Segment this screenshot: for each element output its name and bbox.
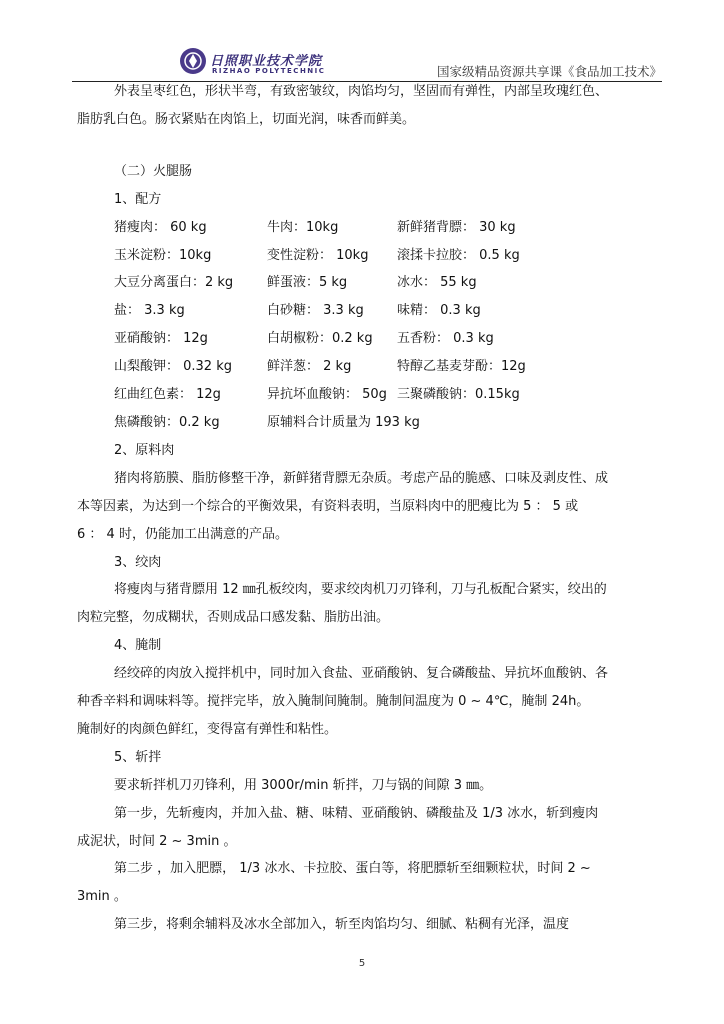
paragraph-line: 将瘦肉与猪背膘用 12 ㎜孔板绞肉，要求绞肉机刀刃锋利，刀与孔板配合紧实，绞出的 xyxy=(114,582,607,598)
formula-item: 牛肉：10kg xyxy=(267,219,339,235)
formula-item: 盐： 3.3 kg xyxy=(114,303,185,319)
college-name-cn: 日照职业技术学院 xyxy=(210,54,323,69)
formula-item: 滚揉卡拉胶： 0.5 kg xyxy=(397,247,520,263)
paragraph-line: 猪肉将筋膜、脂肪修整干净，新鲜猪背膘无杂质。考虑产品的脆感、口味及剥皮性、成 xyxy=(114,470,609,486)
paragraph-line: 第三步，将剩余辅料及冰水全部加入，斩至肉馅均匀、细腻、粘稠有光泽，温度 xyxy=(114,917,570,933)
subsection-title-mincing: 3、绞肉 xyxy=(114,554,162,570)
formula-row xyxy=(77,242,657,270)
page-header xyxy=(72,42,662,82)
formula-item: 三聚磷酸钠：0.15kg xyxy=(397,387,520,403)
subsection-title-chopping: 5、斩拌 xyxy=(114,749,162,765)
formula-row xyxy=(77,353,657,381)
paragraph-line: 第一步，先斩瘦肉，并加入盐、糖、味精、亚硝酸钠、磷酸盐及 1/3 冰水，斩到瘦肉 xyxy=(114,805,599,821)
paragraph-line: 要求斩拌机刀刃锋利，用 3000r/min 斩拌，刀与锅的间隙 3 ㎜。 xyxy=(114,777,493,793)
formula-table xyxy=(77,214,657,437)
formula-row xyxy=(77,269,657,297)
paragraph-line: 经绞碎的肉放入搅拌机中，同时加入食盐、亚硝酸钠、复合磷酸盐、异抗坏血酸钠、各 xyxy=(114,666,609,682)
formula-item: 大豆分离蛋白：2 kg xyxy=(114,275,234,291)
subsection-title-raw-meat: 2、原料肉 xyxy=(114,442,175,458)
formula-row xyxy=(77,214,657,242)
formula-item: 冰水： 55 kg xyxy=(397,275,477,291)
formula-total: 原辅料合计质量为 193 kg xyxy=(267,414,420,430)
formula-item: 红曲红色素： 12g xyxy=(114,387,221,403)
formula-row xyxy=(77,381,657,409)
formula-item: 白砂糖： 3.3 kg xyxy=(267,303,364,319)
intro-line-1: 外表呈枣红色，形状半弯，有致密皱纹，肉馅均匀，坚固而有弹性，内部呈玫瑰红色、 xyxy=(114,84,609,99)
formula-item: 异抗坏血酸钠： 50g xyxy=(267,387,387,403)
college-name-en: RIZHAO POLYTECHNIC xyxy=(212,67,326,75)
formula-item: 猪瘦肉： 60 kg xyxy=(114,219,207,235)
formula-item: 焦磷酸钠：0.2 kg xyxy=(114,414,220,430)
document-body xyxy=(77,78,657,939)
section-heading: （二）火腿肠 xyxy=(114,163,193,179)
formula-item: 五香粉： 0.3 kg xyxy=(397,331,494,347)
page-number: 5 xyxy=(358,958,366,969)
formula-item: 亚硝酸钠： 12g xyxy=(114,331,208,347)
course-title: 国家级精品资源共享课《食品加工技术》 xyxy=(436,64,662,79)
intro-line-2: 脂肪乳白色。肠衣紧贴在肉馅上，切面光润，味香而鲜美。 xyxy=(77,111,416,127)
formula-item: 变性淀粉： 10kg xyxy=(267,247,369,263)
subsection-title-curing: 4、腌制 xyxy=(114,638,162,654)
formula-item: 白胡椒粉：0.2 kg xyxy=(267,331,373,347)
paragraph-line: 种香辛料和调味料等。搅拌完毕，放入腌制间腌制。腌制间温度为 0 ~ 4℃，腌制 24h。 xyxy=(77,694,590,710)
formula-item: 味精： 0.3 kg xyxy=(397,303,481,319)
formula-item: 鲜洋葱： 2 kg xyxy=(267,359,352,375)
formula-row xyxy=(77,325,657,353)
paragraph-line: 成泥状，时间 2 ~ 3min 。 xyxy=(77,833,237,849)
subsection-title-formula: 1、配方 xyxy=(114,191,162,207)
formula-item: 新鲜猪背膘： 30 kg xyxy=(397,219,516,235)
formula-item: 特醇乙基麦芽酚：12g xyxy=(397,359,526,375)
paragraph-line: 肉粒完整，勿成糊状，否则成品口感发黏、脂肪出油。 xyxy=(77,610,390,626)
formula-row xyxy=(77,297,657,325)
formula-item: 玉米淀粉：10kg xyxy=(114,247,212,263)
paragraph-line: 腌制好的肉颜色鲜红，变得富有弹性和粘性。 xyxy=(77,721,338,737)
college-logo-icon xyxy=(180,48,206,74)
paragraph-line: 6 ： 4 时，仍能加工出满意的产品。 xyxy=(77,526,288,542)
paragraph-line: 3min 。 xyxy=(77,889,127,905)
formula-row xyxy=(77,409,657,437)
paragraph-line: 本等因素，为达到一个综合的平衡效果，有资料表明，当原料肉中的肥瘦比为 5 ： 5 或 xyxy=(77,498,579,514)
paragraph-line: 第二步 ，加入肥膘， 1/3 冰水、卡拉胶、蛋白等，将肥膘斩至细颗粒状，时间 2 ~ xyxy=(114,861,591,877)
formula-item: 山梨酸钾： 0.32 kg xyxy=(114,359,232,375)
formula-item: 鲜蛋液：5 kg xyxy=(267,275,348,291)
